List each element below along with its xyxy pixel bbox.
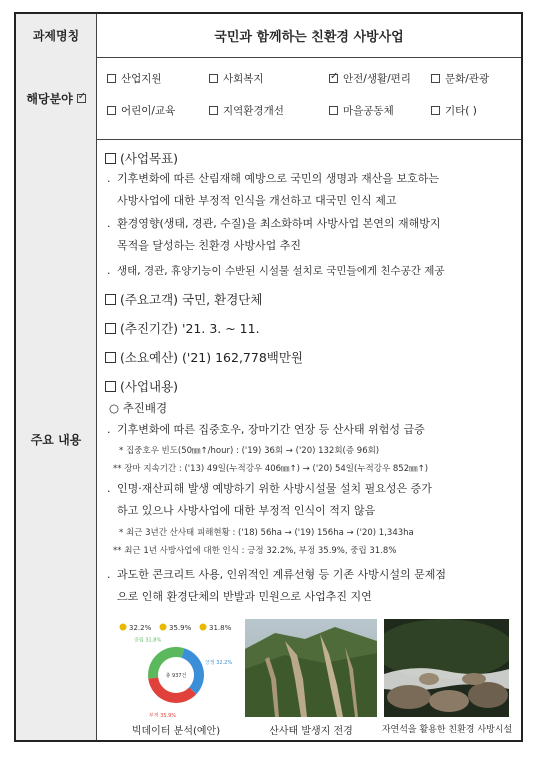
budget-line: (소요예산) ('21) 162,778백만원 [105,348,303,366]
goal-line: 사방사업에 대한 부정적 인식을 개선하고 대국민 인식 제고 [117,194,397,207]
caption-landslide: 산사태 발생지 전경 [269,726,353,737]
bullet-dot: · [107,571,111,584]
period-line: (추진기간) '21. 3. ~ 11. [105,319,260,337]
legend-dot [120,624,127,631]
field-option[interactable] [431,103,477,118]
bullet-dot: · [107,426,111,439]
document-table [14,12,523,742]
checkbox-icon[interactable] [107,74,116,83]
bg-line: 과도한 콘크리트 사용, 인위적인 계류선형 등 기존 사방시설의 문제점 [117,568,446,581]
checkbox-icon[interactable] [329,106,338,115]
goal-heading: (사업목표) [105,149,178,167]
bg-line: 기후변화에 따른 집중호우, 장마기간 연장 등 산사태 위험성 급증 [117,423,425,436]
project-title: 국민과 함께하는 친환경 사방사업 [214,30,404,45]
goal-line: 기후변화에 따른 산림재해 예방으로 국민의 생명과 재산을 보호하는 [117,172,440,185]
pie-center-label: 총 937건 [165,673,187,679]
bigdata-chart-image [115,619,237,717]
caption-eco-facility: 자연석을 활용한 친환경 사방시설 [381,725,513,735]
field-checked-icon [77,94,86,103]
bg-note: ** 최근 1년 사방사업에 대한 인식 : 긍정 32.2%, 부정 35.9%, 중립 31.8% [113,546,397,556]
checkbox-icon [105,294,116,305]
field-option[interactable] [329,71,411,86]
bullet-dot: · [107,267,111,280]
legend-dot [200,624,207,631]
pie-slice-2 [148,677,196,703]
field-option-label: 산업지원 [121,73,162,85]
field-option-label: 안전/생활/편리 [343,73,411,85]
pie-slice-label: 부정 35.9% [148,712,177,717]
checkbox-icon[interactable] [209,74,218,83]
landslide-photo-drawing [245,619,377,717]
field-option[interactable] [107,71,162,86]
bg-note: ** 장마 지속기간 : ('13) 49일(누적강우 406㎜↑) → ('20) 54일(누적강우 852㎜↑) [113,464,429,474]
field-label-cell [16,57,97,139]
pie-slice-1 [181,648,204,694]
legend-label: 35.9% [169,624,192,632]
field-options [97,57,521,139]
field-option-label: 기타( ) [445,105,477,117]
checkbox-icon[interactable] [107,106,116,115]
checkbox-icon[interactable] [431,74,440,83]
pie-slice-label: 긍정 32.2% [204,659,233,666]
checkbox-checked-icon[interactable] [329,74,338,83]
field-option[interactable] [431,71,489,86]
bullet-dot: · [107,485,111,498]
checkbox-icon[interactable] [209,106,218,115]
caption-bigdata: 빅데이터 분석(예안) [131,726,221,737]
field-option-label: 사회복지 [223,73,264,85]
field-option[interactable] [329,103,394,118]
title-row [16,14,521,58]
legend-dot [160,624,167,631]
field-option-label: 마을공동체 [343,105,394,117]
field-option[interactable] [107,103,175,118]
sentiment-pie-chart [115,619,237,717]
content-heading: (사업내용) [105,377,178,395]
bg-line: 하고 있으나 사방사업에 대한 부정적 인식이 적지 않음 [117,504,376,517]
main-row [16,139,521,740]
eco-erosion-facility-photo [384,619,509,717]
main-label: 주요 내용 [16,139,97,740]
field-row [16,57,521,140]
pie-slice-label: 중립 31.8% [134,637,162,644]
background-heading: ○ 추진배경 [109,401,168,415]
bullet-dot: · [107,220,111,233]
customer-line: (주요고객) 국민, 환경단체 [105,290,262,308]
field-label: 해당분야 [26,91,73,106]
legend-label: 32.2% [129,624,152,632]
goal-line: 목적을 달성하는 친환경 사방사업 추진 [117,239,302,252]
bg-line: 인명·재산피해 발생 예방하기 위한 사방시설물 설치 필요성은 증가 [117,482,432,495]
goal-line: 생태, 경관, 휴양기능이 수반된 시설물 설치로 국민들에게 친수공간 제공 [117,265,445,277]
checkbox-icon [105,352,116,363]
checkbox-icon [105,381,116,392]
bullet-dot: · [107,175,111,188]
eco-facility-photo-drawing [384,619,509,717]
field-option[interactable] [209,103,284,118]
bg-note: * 집중호우 빈도(50㎜↑/hour) : ('19) 36회 → ('20) 132회(증 96회) [119,446,380,456]
legend-label: 31.8% [209,624,232,632]
title-label: 과제명칭 [16,14,97,57]
main-content [97,139,521,740]
checkbox-icon [105,153,116,164]
landslide-photo [245,619,377,717]
field-option-label: 지역환경개선 [223,105,284,117]
checkbox-icon [105,323,116,334]
field-option[interactable] [209,71,264,86]
checkbox-icon[interactable] [431,106,440,115]
field-option-label: 문화/관광 [445,73,490,85]
field-option-label: 어린이/교육 [121,105,176,117]
bg-line: 으로 인해 환경단체의 반발과 민원으로 사업추진 지연 [117,590,372,603]
bg-note: * 최근 3년간 산사태 피해현황 : ('18) 56ha → ('19) 156ha → ('20) 1,343ha [119,528,414,538]
goal-line: 환경영향(생태, 경관, 수질)을 최소화하며 사방사업 본연의 재해방지 [117,217,441,230]
